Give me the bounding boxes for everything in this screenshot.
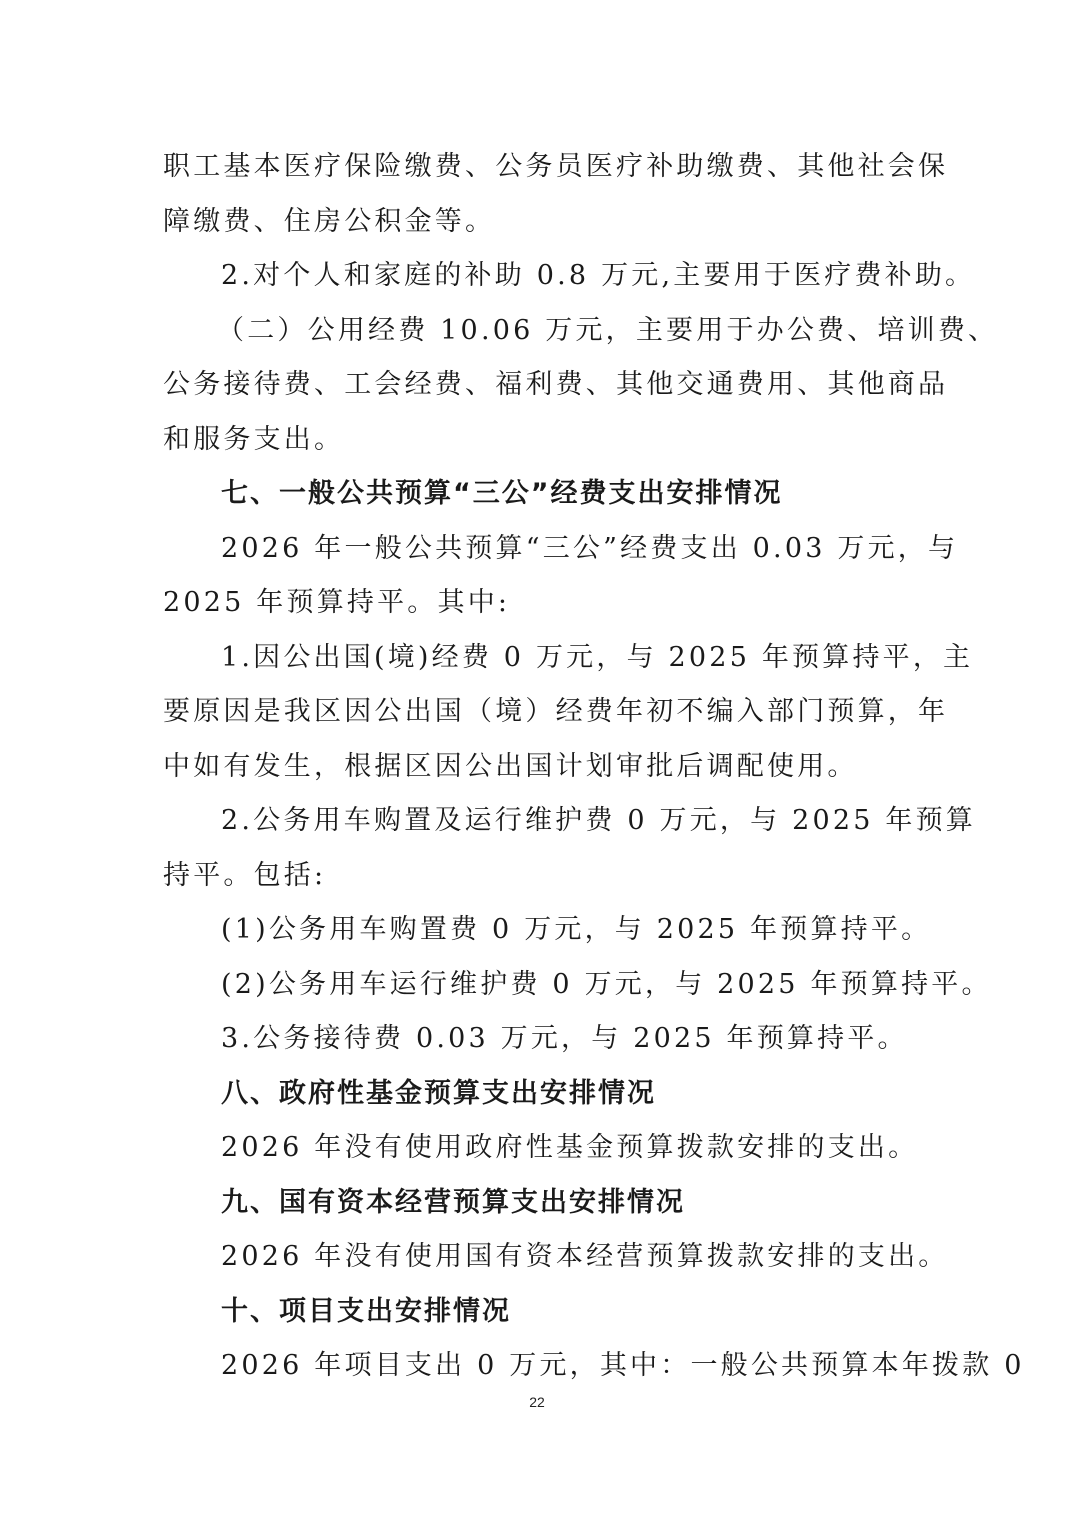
body-line: 公务接待费、工会经费、福利费、其他交通费用、其他商品 bbox=[163, 369, 949, 400]
body-line: (2)公务用车运行维护费 0 万元，与 2025 年预算持平。 bbox=[221, 968, 992, 1000]
section-heading-eight: 八、政府性基金预算支出安排情况 bbox=[221, 1077, 656, 1109]
page-number: 22 bbox=[529, 1394, 545, 1410]
body-line: 1.因公出国(境)经费 0 万元，与 2025 年预算持平，主 bbox=[221, 641, 974, 673]
body-line: 2026 年一般公共预算“三公”经费支出 0.03 万元，与 bbox=[221, 532, 959, 564]
body-line: 3.公务接待费 0.03 万元，与 2025 年预算持平。 bbox=[221, 1023, 908, 1054]
section-heading-seven: 七、一般公共预算“三公”经费支出安排情况 bbox=[221, 478, 783, 509]
body-line: 2.公务用车购置及运行维护费 0 万元，与 2025 年预算 bbox=[221, 805, 976, 836]
body-line: 2026 年项目支出 0 万元，其中：一般公共预算本年拨款 0 bbox=[221, 1350, 1025, 1381]
section-heading-nine: 九、国有资本经营预算支出安排情况 bbox=[221, 1186, 685, 1218]
body-line: 2.对个人和家庭的补助 0.8 万元,主要用于医疗费补助。 bbox=[221, 260, 976, 291]
body-line: 2025 年预算持平。其中: bbox=[163, 587, 511, 618]
body-line: 中如有发生，根据区因公出国计划审批后调配使用。 bbox=[163, 750, 858, 782]
body-line: 要原因是我区因公出国（境）经费年初不编入部门预算，年 bbox=[163, 696, 949, 727]
body-line: 和服务支出。 bbox=[163, 423, 345, 455]
document-body bbox=[163, 140, 1025, 1394]
body-line: 2026 年没有使用国有资本经营预算拨款安排的支出。 bbox=[221, 1241, 949, 1272]
body-line: 职工基本医疗保险缴费、公务员医疗补助缴费、其他社会保 bbox=[163, 151, 949, 182]
section-heading-ten: 十、项目支出安排情况 bbox=[221, 1295, 511, 1327]
body-line: (1)公务用车购置费 0 万元，与 2025 年预算持平。 bbox=[221, 914, 932, 945]
body-line: 2026 年没有使用政府性基金预算拨款安排的支出。 bbox=[221, 1132, 919, 1163]
body-line: 持平。包括: bbox=[163, 859, 327, 891]
body-line: 障缴费、住房公积金等。 bbox=[163, 205, 496, 237]
body-line: （二）公用经费 10.06 万元，主要用于办公费、培训费、 bbox=[217, 314, 999, 346]
